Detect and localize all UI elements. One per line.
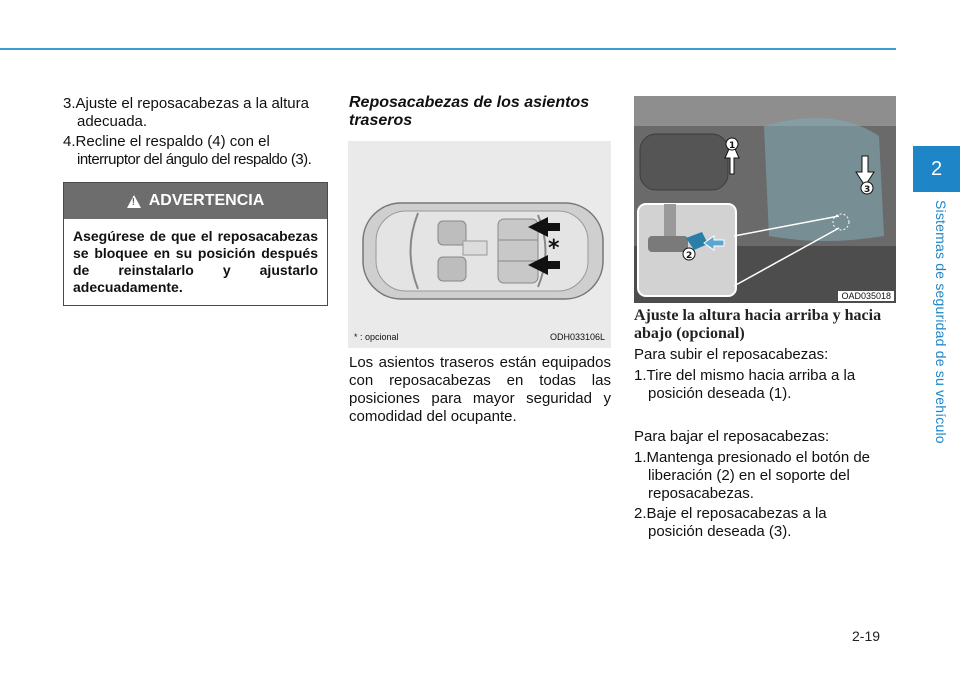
chapter-tab	[913, 146, 960, 192]
step-3	[63, 95, 325, 131]
page-number: 2-19	[852, 628, 881, 644]
lower-step-1-line2: liberación (2) en el soporte del	[648, 467, 850, 484]
lower-step-2	[634, 505, 896, 541]
car-top-view-illustration	[348, 141, 611, 348]
step-4-line1: Recline el respaldo (4) con el	[75, 133, 270, 150]
raise-step-1-line1: Tire del mismo hacia arriba a la	[646, 367, 856, 384]
lower-step-1-line3: reposacabezas.	[648, 485, 754, 502]
section-heading: Reposacabezas de los asientos traseros	[349, 94, 590, 129]
step-4-number: 4.	[63, 133, 76, 150]
raise-step-1	[634, 367, 896, 403]
step-4	[63, 133, 325, 169]
lower-step-1	[634, 449, 896, 503]
header-rule	[0, 48, 896, 50]
raise-step-1-number: 1.	[634, 367, 647, 384]
step-3-number: 3.	[63, 95, 76, 112]
step-4-line2: interruptor del ángulo del respaldo (3).	[77, 151, 312, 168]
svg-text:*: *	[548, 236, 560, 261]
lower-step-1-line1: Mantenga presionado el botón de	[646, 449, 871, 466]
warning-title: ADVERTENCIA	[148, 192, 265, 209]
warning-icon: !	[127, 195, 141, 208]
figure-note: * : opcional	[354, 332, 399, 342]
chapter-number: 2	[930, 157, 943, 180]
lower-step-2-line2: posición deseada (3).	[648, 523, 792, 540]
headrest-figure	[634, 96, 896, 303]
step-3-line1: Ajuste el reposacabezas a la altura	[75, 95, 309, 112]
svg-text:3: 3	[864, 185, 871, 195]
headrest-illustration	[634, 96, 896, 303]
raise-step-1-line2: posición deseada (1).	[648, 385, 792, 402]
lower-step-2-number: 2.	[634, 505, 647, 522]
subsection-heading: Ajuste la altura hacia arriba y hacia abajo (opcional)	[634, 307, 882, 342]
warning-box	[63, 182, 328, 306]
warning-header	[64, 183, 327, 219]
lower-step-2-line1: Baje el reposacabezas a la	[646, 505, 827, 522]
warning-text: Asegúrese de que el reposacabezas se bloquee en su posición después de reinstalarlo y ajustarlo adecuadamente.	[73, 228, 318, 295]
svg-text:2: 2	[686, 251, 693, 261]
raise-intro: Para subir el reposacabezas:	[634, 346, 829, 363]
figure-code: OAD035018	[838, 291, 894, 301]
section-body: Los asientos traseros están equipados con reposacabezas en todas las posiciones para mayor seguridad y comodidad del ocupante.	[349, 354, 611, 425]
lower-intro: Para bajar el reposacabezas:	[634, 428, 830, 445]
chapter-title: Sistemas de seguridad de su vehículo	[933, 200, 949, 444]
step-3-line2: adecuada.	[77, 113, 148, 130]
car-figure	[348, 141, 611, 348]
svg-text:1: 1	[729, 141, 736, 151]
figure-code: ODH033106L	[549, 332, 605, 342]
lower-step-1-number: 1.	[634, 449, 647, 466]
